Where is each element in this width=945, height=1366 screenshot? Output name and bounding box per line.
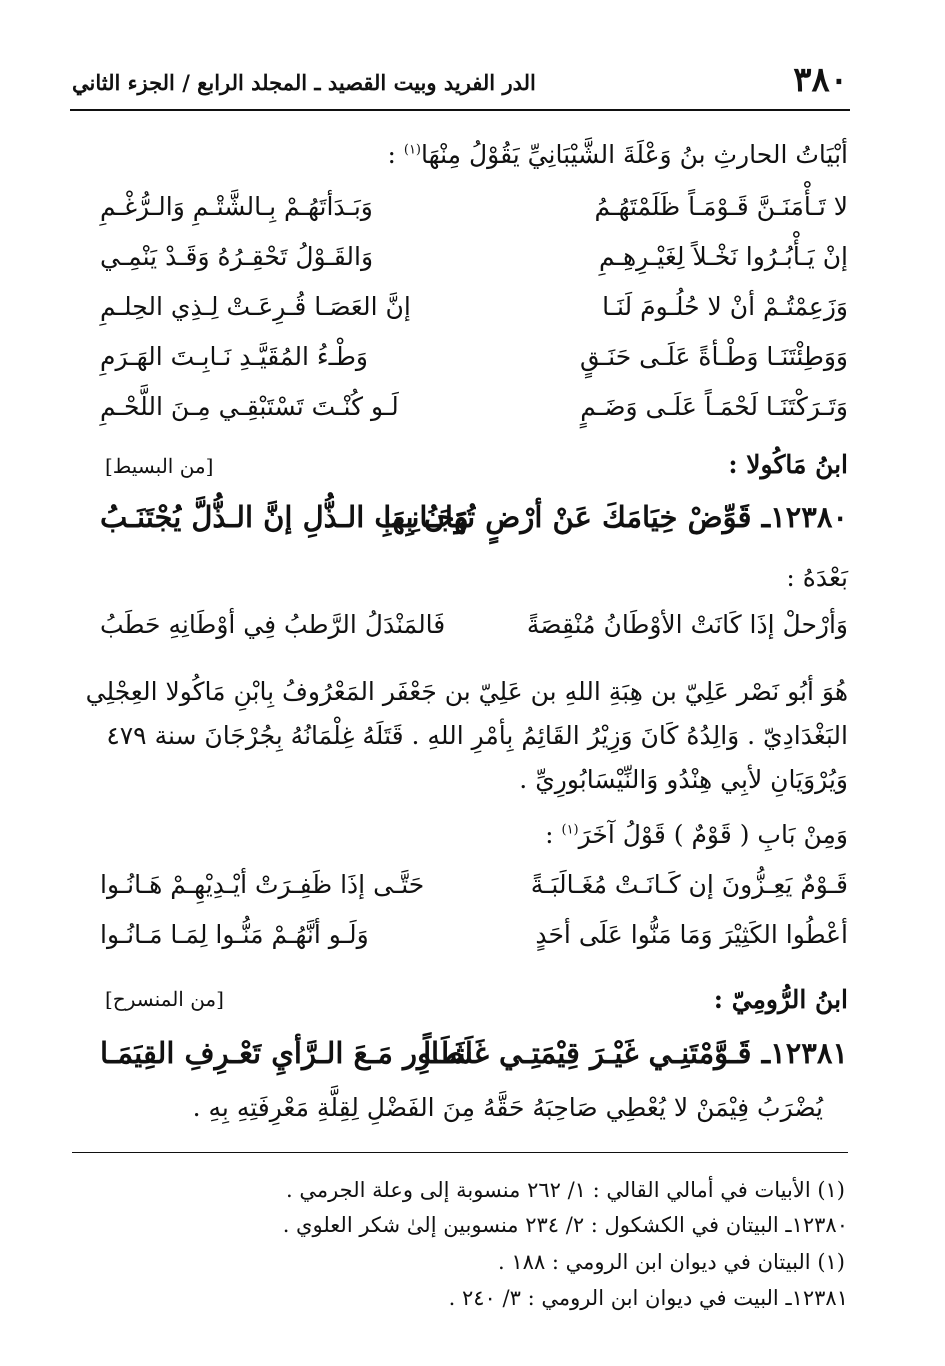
- hemistich-second: فَالمَنْدَلُ الرَّطبُ فِي أوْطَانِهِ حَطَبُ: [100, 610, 446, 639]
- hemistich-second: حَتَّـى إذَا ظَفِـرَتْ أيْـدِيْهِـمْ هَـانُـوا: [100, 870, 425, 899]
- intro-colon: :: [387, 140, 404, 169]
- poem1-verse-5: [100, 392, 848, 438]
- hemistich-first: ١٢٣٨١ـ قَـوَّمْتَنِـي غَيْـرَ قِيْمَتِـي غَلَطَـاً: [423, 1036, 848, 1070]
- hemistich-second: إنَّ العَصَـا قُـرِعَـتْ لِـذِي الحِلـمِ: [100, 292, 411, 321]
- poem1-verse-1: [100, 192, 848, 238]
- proverb-note: يُضْرَبُ فِيْمَنْ لا يُعْطِي صَاحِبَهُ حَقَّهُ مِنَ الفَضْلِ لِقِلَّةِ مَعْرِفَتِهِ بِهِ .: [192, 1093, 823, 1122]
- after-label: بَعْدَهُ :: [786, 563, 848, 592]
- verse-number: ١٢٣٨١ـ: [761, 1036, 848, 1070]
- footnote-4: ١٢٣٨١ـ البيت في ديوان ابن الرومي : ٣/ ٢٤٠ .: [448, 1286, 848, 1310]
- hemistich-first: أعْطُوا الكَثِيْرَ وَمَا مَنُّوا عَلَى أحَدٍ: [535, 920, 848, 949]
- numbered-verse-12381: [100, 1036, 848, 1082]
- hemistich-first: وَتَـرَكْتَنَـا لَحْمَـاً عَلَـى وَضَـمٍ: [580, 392, 848, 421]
- running-title: الدر الفريد وبيت القصيد ـ المجلد الرابع / الجزء الثاني: [72, 70, 536, 95]
- hemistich-first: ١٢٣٨٠ـ قَوِّضْ خِيَامَكَ عَنْ أرْضٍ تُهَانُ بِهَا: [383, 500, 848, 534]
- hemistich-second: وَطْـءُ المُقَيَّـدِ نَـابِـتَ الهَـرَمِ: [100, 342, 368, 371]
- poet-name-ibn-al-rumi: ابنُ الرُّومِيّ :: [713, 985, 848, 1014]
- hemistich-first: وَزَعِمْتُـمْ أنْ لا حُلُـومَ لَنَـا: [602, 292, 848, 321]
- hemistich-first: إنْ يَـأْبُـرُوا نَخْـلاً لِغَيْـرِهِـمِ: [599, 242, 848, 271]
- hemistich-second: وَلَـو أنَّهُـمْ مَنُّـوا لِمَـا مَـانُـوا: [100, 920, 369, 949]
- hemistich-first: قَـوْمٌ يَعِـزُّونَ إن كَـانَـتْ مُغَـالَبَـةً: [530, 870, 848, 899]
- hemistich-second: وَبَـدَأتَهُـمْ بِـالشَّتْـمِ وَالـرُّغْـمِ: [100, 192, 373, 221]
- footnote-marker: (١): [561, 822, 579, 838]
- section2-verse-2: [100, 920, 848, 966]
- poem1-verse-3: [100, 292, 848, 338]
- hemistich-second: وَجَـانِـبِ الـذُّلِ إنَّ الـذُّلَّ يُجْتَنَـبُ: [100, 500, 469, 534]
- footnote-marker: (١): [403, 142, 421, 158]
- intro-line: [387, 140, 848, 169]
- footnote-2: ١٢٣٨٠ـ البيتان في الكشكول : ٢/ ٢٣٤ منسوبين إلىٰ شكر العلوي .: [282, 1213, 848, 1237]
- hemistich-second: شَـاوِر مَـعَ الـرَّأيِ تَعْـرِفِ القِيَمَـا: [100, 1036, 473, 1070]
- poem1-verse-4: [100, 342, 848, 388]
- footnote-divider: [72, 1152, 848, 1153]
- hemistich-second: وَالقَـوْلُ تَحْقِـرُهُ وَقَـدْ يَنْمِـي: [100, 242, 374, 271]
- verse-number: ١٢٣٨٠ـ: [761, 500, 848, 534]
- hemistich-first: لا تَـأْمَنَـنَّ قَـوْمَـاً ظَلَمْتَهُـمُ: [594, 192, 848, 221]
- intro-text: أبْيَاتُ الحارثِ بنُ وَعْلَةَ الشَّيْبَانِيِّ يَقُوْلُ مِنْهَا: [421, 140, 848, 169]
- section-intro-text: وَمِنْ بَابِ ( قَوْمٌ ) قَوْلُ آخَرَ: [578, 820, 848, 849]
- footnote-3: (١) البيتان في ديوان ابن الرومي : ١٨٨ .: [498, 1250, 845, 1274]
- hemistich-first: وَأرْحلْ إذَا كَانَتْ الأوْطَانُ مُنْقِصَةً: [526, 610, 848, 639]
- footnote-1: (١) الأبيات في أمالي القالي : ١/ ٢٦٢ منسوبة إلى وعلة الجرمي .: [285, 1178, 845, 1202]
- hemistich-second: لَـو كُنْـتَ تَسْتَبْقِـي مِـنَ اللَّحْـمِ: [100, 392, 399, 421]
- poem1-verse-2: [100, 242, 848, 288]
- numbered-verse-12380: [100, 500, 848, 546]
- section-intro: [545, 820, 848, 849]
- following-verse: [100, 610, 848, 656]
- poet-name-ibn-makula: ابنُ مَاكُولا :: [728, 450, 848, 479]
- biography-paragraph: هُوَ أبُو نَصْر عَلِيّ بن هِبَةِ اللهِ بن عَلِيّ بن جَعْفَر المَعْرُوفُ بِابْنِ مَاكُولا العِجْلِي البَغْدَادِيّ . وَالِدُهُ كَانَ وَزِيْرُ القَائِمُ بِأمْرِ اللهِ . قَتَلَهُ غِلْمَانُهُ بِجُرْجَانَ سنة ٤٧٩ وَيُرْوَيَانِ لأبِي هِنْدُو وَالنِّيْسَابُورِيِّ .: [85, 677, 848, 794]
- header-divider: [70, 109, 850, 111]
- hemistich-first: وَوَطِئْتَنَـا وَطْـأةً عَلَـى حَنَـقٍ: [580, 342, 848, 371]
- intro-colon: :: [545, 820, 562, 849]
- page-number: ٣٨٠: [793, 60, 848, 100]
- meter-label: [من البسيط]: [105, 454, 214, 478]
- meter-label: [من المنسرح]: [105, 987, 224, 1011]
- section2-verse-1: [100, 870, 848, 916]
